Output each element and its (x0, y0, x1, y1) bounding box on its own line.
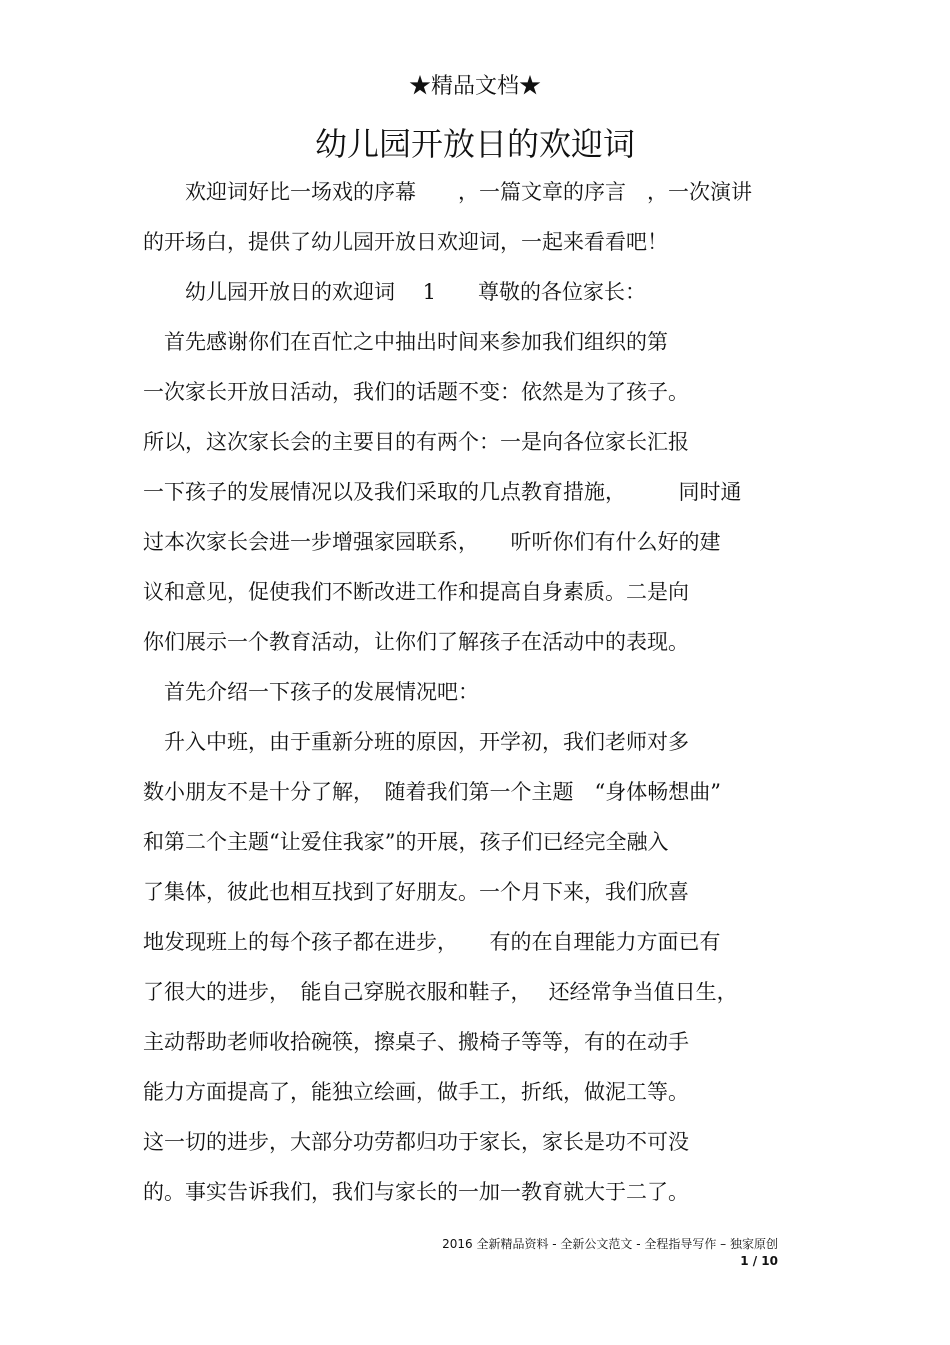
paragraph-line: 幼儿园开放日的欢迎词 1 尊敬的各位家长： (143, 280, 647, 304)
paragraph-line: 升入中班，由于重新分班的原因，开学初，我们老师对多 (143, 730, 689, 754)
page-number: 1 / 10 (740, 1254, 778, 1268)
document-header: ★精品文档★ (408, 74, 541, 99)
paragraph-line: 主动帮助老师收拾碗筷，擦桌子、搬椅子等等，有的在动手 (143, 1030, 689, 1054)
paragraph-line: 一下孩子的发展情况以及我们采取的几点教育措施， 同时通 (143, 480, 742, 504)
paragraph-line: 首先感谢你们在百忙之中抽出时间来参加我们组织的第 (143, 330, 668, 354)
paragraph-line: 议和意见，促使我们不断改进工作和提高自身素质。二是向 (143, 580, 689, 604)
paragraph-line: 一次家长开放日活动，我们的话题不变：依然是为了孩子。 (143, 380, 689, 404)
paragraph-line: 和第二个主题“让爱住我家”的开展，孩子们已经完全融入 (143, 830, 669, 854)
paragraph-line: 首先介绍一下孩子的发展情况吧： (143, 680, 479, 704)
paragraph-line: 了很大的进步， 能自己穿脱衣服和鞋子， 还经常争当值日生， (143, 980, 738, 1004)
paragraph-line: 这一切的进步，大部分功劳都归功于家长，家长是功不可没 (143, 1130, 689, 1154)
document-title: 幼儿园开放日的欢迎词 (314, 125, 635, 163)
paragraph-line: 欢迎词好比一场戏的序幕 ，一篇文章的序言 ，一次演讲 (143, 180, 752, 204)
paragraph-line: 你们展示一个教育活动，让你们了解孩子在活动中的表现。 (143, 630, 689, 654)
paragraph-line: 数小朋友不是十分了解， 随着我们第一个主题 “身体畅想曲” (143, 780, 721, 804)
paragraph-line: 地发现班上的每个孩子都在进步， 有的在自理能力方面已有 (143, 930, 721, 954)
paragraph-line: 的。事实告诉我们，我们与家长的一加一教育就大于二了。 (143, 1180, 689, 1204)
paragraph-line: 的开场白，提供了幼儿园开放日欢迎词，一起来看看吧！ (143, 230, 668, 254)
paragraph-line: 能力方面提高了，能独立绘画，做手工，折纸，做泥工等。 (143, 1080, 689, 1104)
paragraph-line: 所以，这次家长会的主要目的有两个：一是向各位家长汇报 (143, 430, 689, 454)
page-footer: 2016 全新精品资料 - 全新公文范文 - 全程指导写作 – 独家原创 (442, 1237, 778, 1251)
paragraph-line: 过本次家长会进一步增强家园联系， 听听你们有什么好的建 (143, 530, 721, 554)
paragraph-line: 了集体，彼此也相互找到了好朋友。一个月下来，我们欣喜 (143, 880, 689, 904)
